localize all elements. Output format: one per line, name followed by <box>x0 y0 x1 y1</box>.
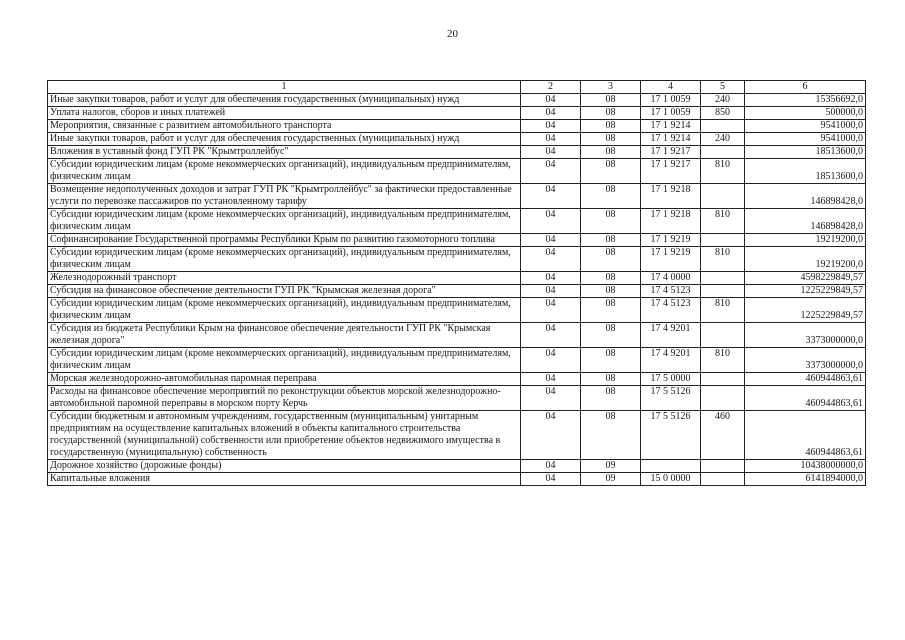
row-subsection-cell: 08 <box>581 285 641 298</box>
row-subsection-cell: 08 <box>581 146 641 159</box>
table-row <box>48 159 866 184</box>
row-subsection-cell: 08 <box>581 272 641 285</box>
row-subsection-cell: 08 <box>581 94 641 107</box>
row-subsection-cell: 08 <box>581 107 641 120</box>
row-target-code-cell: 17 1 9217 <box>641 159 701 184</box>
row-target-code-cell: 15 0 0000 <box>641 473 701 486</box>
row-target-code-cell: 17 4 5123 <box>641 285 701 298</box>
row-expense-type-cell: 810 <box>701 209 745 234</box>
budget-table <box>47 80 866 486</box>
row-target-code-cell: 17 5 5126 <box>641 411 701 460</box>
row-amount-cell: 1225229849,57 <box>745 298 866 323</box>
row-expense-type-cell: 810 <box>701 247 745 272</box>
row-amount-cell: 9541000,0 <box>745 120 866 133</box>
row-target-code-cell: 17 5 0000 <box>641 373 701 386</box>
table-row <box>48 323 866 348</box>
row-section-cell: 04 <box>521 159 581 184</box>
row-section-cell: 04 <box>521 133 581 146</box>
row-section-cell: 04 <box>521 323 581 348</box>
row-name-cell: Возмещение недополученных доходов и затрат ГУП РК "Крымтроллейбус" за фактически предоставленные услуги по перевозке пассажиров по установленному тарифу <box>48 184 521 209</box>
row-subsection-cell: 09 <box>581 460 641 473</box>
table-row <box>48 209 866 234</box>
row-name-cell: Софинансирование Государственной программы Республики Крым по развитию газомоторного топлива <box>48 234 521 247</box>
row-subsection-cell: 08 <box>581 209 641 234</box>
row-expense-type-cell <box>701 285 745 298</box>
row-target-code-cell: 17 1 9218 <box>641 209 701 234</box>
row-amount-cell: 146898428,0 <box>745 209 866 234</box>
row-section-cell: 04 <box>521 107 581 120</box>
row-subsection-cell: 08 <box>581 411 641 460</box>
row-subsection-cell: 08 <box>581 247 641 272</box>
row-section-cell: 04 <box>521 94 581 107</box>
row-name-cell: Расходы на финансовое обеспечение мероприятий по реконструкции объектов морской железнодорожно-автомобильной паромной переправы в морском порту Керчь <box>48 386 521 411</box>
row-amount-cell: 146898428,0 <box>745 184 866 209</box>
row-subsection-cell: 08 <box>581 120 641 133</box>
row-expense-type-cell <box>701 234 745 247</box>
table-row <box>48 184 866 209</box>
row-name-cell: Вложения в уставный фонд ГУП РК "Крымтроллейбус" <box>48 146 521 159</box>
row-expense-type-cell <box>701 373 745 386</box>
row-expense-type-cell: 810 <box>701 159 745 184</box>
column-header: 2 <box>521 81 581 94</box>
row-name-cell: Иные закупки товаров, работ и услуг для обеспечения государственных (муниципальных) нужд <box>48 133 521 146</box>
column-header: 1 <box>48 81 521 94</box>
table-row <box>48 373 866 386</box>
table-row <box>48 348 866 373</box>
row-subsection-cell: 08 <box>581 373 641 386</box>
row-section-cell: 04 <box>521 373 581 386</box>
row-target-code-cell: 17 4 0000 <box>641 272 701 285</box>
row-expense-type-cell: 460 <box>701 411 745 460</box>
row-section-cell: 04 <box>521 184 581 209</box>
row-name-cell: Уплата налогов, сборов и иных платежей <box>48 107 521 120</box>
row-target-code-cell: 17 4 5123 <box>641 298 701 323</box>
row-section-cell: 04 <box>521 120 581 133</box>
row-section-cell: 04 <box>521 272 581 285</box>
row-target-code-cell: 17 4 9201 <box>641 323 701 348</box>
row-amount-cell: 19219200,0 <box>745 234 866 247</box>
row-subsection-cell: 08 <box>581 348 641 373</box>
table-row <box>48 285 866 298</box>
table-row <box>48 247 866 272</box>
table-row <box>48 272 866 285</box>
row-target-code-cell <box>641 460 701 473</box>
row-subsection-cell: 08 <box>581 234 641 247</box>
table-row <box>48 120 866 133</box>
table-row <box>48 234 866 247</box>
row-name-cell: Мероприятия, связанные с развитием автомобильного транспорта <box>48 120 521 133</box>
table-row <box>48 133 866 146</box>
row-expense-type-cell <box>701 460 745 473</box>
row-amount-cell: 3373000000,0 <box>745 323 866 348</box>
column-header: 4 <box>641 81 701 94</box>
row-section-cell: 04 <box>521 298 581 323</box>
row-amount-cell: 19219200,0 <box>745 247 866 272</box>
row-target-code-cell: 17 1 9214 <box>641 120 701 133</box>
row-amount-cell: 500000,0 <box>745 107 866 120</box>
row-section-cell: 04 <box>521 348 581 373</box>
row-expense-type-cell: 850 <box>701 107 745 120</box>
page-number: 20 <box>447 28 458 40</box>
table-row <box>48 94 866 107</box>
row-amount-cell: 460944863,61 <box>745 411 866 460</box>
row-name-cell: Субсидии юридическим лицам (кроме некоммерческих организаций), индивидуальным предпринимателям, физическим лицам <box>48 159 521 184</box>
row-target-code-cell: 17 1 9219 <box>641 247 701 272</box>
table-row <box>48 107 866 120</box>
row-amount-cell: 1225229849,57 <box>745 285 866 298</box>
row-expense-type-cell <box>701 272 745 285</box>
row-name-cell: Субсидии юридическим лицам (кроме некоммерческих организаций), индивидуальным предпринимателям, физическим лицам <box>48 298 521 323</box>
row-subsection-cell: 08 <box>581 323 641 348</box>
row-name-cell: Субсидия на финансовое обеспечение деятельности ГУП РК "Крымская железная дорога" <box>48 285 521 298</box>
row-amount-cell: 18513600,0 <box>745 146 866 159</box>
row-section-cell: 04 <box>521 460 581 473</box>
row-expense-type-cell <box>701 120 745 133</box>
row-amount-cell: 15356692,0 <box>745 94 866 107</box>
row-section-cell: 04 <box>521 234 581 247</box>
row-section-cell: 04 <box>521 209 581 234</box>
row-expense-type-cell <box>701 473 745 486</box>
row-section-cell: 04 <box>521 247 581 272</box>
row-amount-cell: 460944863,61 <box>745 373 866 386</box>
row-target-code-cell: 17 1 9214 <box>641 133 701 146</box>
table-header-row <box>48 81 866 94</box>
row-expense-type-cell <box>701 386 745 411</box>
table-row <box>48 460 866 473</box>
row-subsection-cell: 08 <box>581 184 641 209</box>
row-amount-cell: 10438000000,0 <box>745 460 866 473</box>
row-amount-cell: 18513600,0 <box>745 159 866 184</box>
column-header: 5 <box>701 81 745 94</box>
row-target-code-cell: 17 1 9219 <box>641 234 701 247</box>
row-expense-type-cell <box>701 323 745 348</box>
row-amount-cell: 3373000000,0 <box>745 348 866 373</box>
row-section-cell: 04 <box>521 473 581 486</box>
table-row <box>48 473 866 486</box>
row-amount-cell: 460944863,61 <box>745 386 866 411</box>
row-name-cell: Капитальные вложения <box>48 473 521 486</box>
row-target-code-cell: 17 1 9217 <box>641 146 701 159</box>
row-section-cell: 04 <box>521 386 581 411</box>
table-row <box>48 146 866 159</box>
row-name-cell: Субсидии юридическим лицам (кроме некоммерческих организаций), индивидуальным предпринимателям, физическим лицам <box>48 348 521 373</box>
row-name-cell: Субсидии юридическим лицам (кроме некоммерческих организаций), индивидуальным предпринимателям, физическим лицам <box>48 209 521 234</box>
row-amount-cell: 4598229849,57 <box>745 272 866 285</box>
row-expense-type-cell: 240 <box>701 94 745 107</box>
row-name-cell: Субсидии юридическим лицам (кроме некоммерческих организаций), индивидуальным предпринимателям, физическим лицам <box>48 247 521 272</box>
row-name-cell: Субсидии бюджетным и автономным учреждениям, государственным (муниципальным) унитарным предприятиям на осуществление капитальных вложений в объекты капитального строительства государственной (муниципальной) собственности или приобретение объектов недвижимого имущества в государственную (муниципальную) собственность <box>48 411 521 460</box>
row-subsection-cell: 08 <box>581 159 641 184</box>
column-header: 3 <box>581 81 641 94</box>
row-name-cell: Дорожное хозяйство (дорожные фонды) <box>48 460 521 473</box>
row-subsection-cell: 08 <box>581 133 641 146</box>
row-subsection-cell: 08 <box>581 298 641 323</box>
row-name-cell: Морская железнодорожно-автомобильная паромная переправа <box>48 373 521 386</box>
row-expense-type-cell: 240 <box>701 133 745 146</box>
row-target-code-cell: 17 4 9201 <box>641 348 701 373</box>
row-target-code-cell: 17 1 0059 <box>641 107 701 120</box>
column-header: 6 <box>745 81 866 94</box>
table-row <box>48 298 866 323</box>
row-target-code-cell: 17 1 0059 <box>641 94 701 107</box>
row-name-cell: Железнодорожный транспорт <box>48 272 521 285</box>
row-subsection-cell: 09 <box>581 473 641 486</box>
row-section-cell: 04 <box>521 146 581 159</box>
row-name-cell: Иные закупки товаров, работ и услуг для обеспечения государственных (муниципальных) нужд <box>48 94 521 107</box>
row-subsection-cell: 08 <box>581 386 641 411</box>
row-amount-cell: 6141894000,0 <box>745 473 866 486</box>
table-row <box>48 386 866 411</box>
row-section-cell: 04 <box>521 411 581 460</box>
row-amount-cell: 9541000,0 <box>745 133 866 146</box>
row-expense-type-cell: 810 <box>701 298 745 323</box>
row-expense-type-cell: 810 <box>701 348 745 373</box>
row-expense-type-cell <box>701 184 745 209</box>
table-row <box>48 411 866 460</box>
row-target-code-cell: 17 1 9218 <box>641 184 701 209</box>
row-name-cell: Субсидия из бюджета Республики Крым на финансовое обеспечение деятельности ГУП РК "Крымская железная дорога" <box>48 323 521 348</box>
row-section-cell: 04 <box>521 285 581 298</box>
row-target-code-cell: 17 5 5126 <box>641 386 701 411</box>
row-expense-type-cell <box>701 146 745 159</box>
